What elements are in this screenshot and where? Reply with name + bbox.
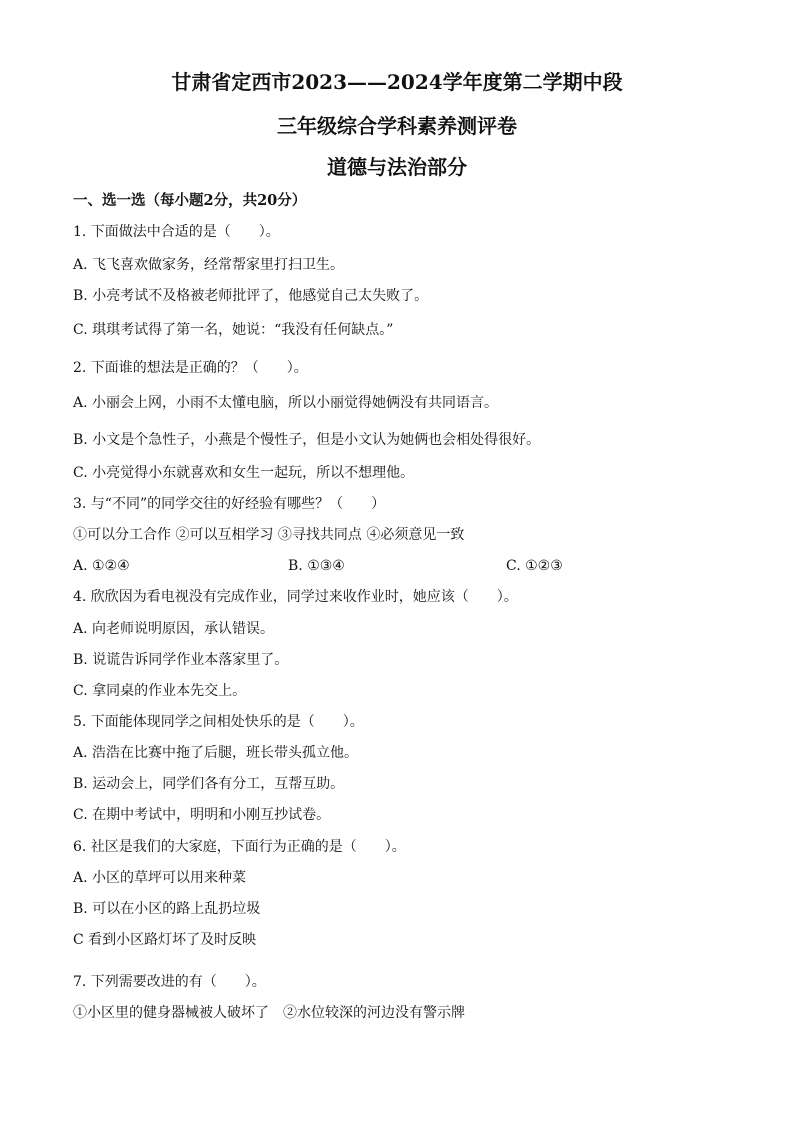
question-3-option-c: C. ①②③ <box>506 558 563 574</box>
question-2-option-b: B. 小文是个急性子，小燕是个慢性子，但是小文认为她俩也会相处得很好。 <box>73 432 541 448</box>
question-3-option-b: B. ①③④ <box>288 558 345 574</box>
exam-title-line1: 甘肃省定西市2023——2024学年度第二学期中段 <box>171 70 623 94</box>
question-4-stem: 4. 欣欣因为看电视没有完成作业，同学过来收作业时，她应该（ ）。 <box>73 589 518 605</box>
question-4-option-b: B. 说谎告诉同学作业本落家里了。 <box>73 652 289 668</box>
question-2-option-c: C. 小亮觉得小东就喜欢和女生一起玩，所以不想理他。 <box>73 465 415 481</box>
question-6-option-b: B. 可以在小区的路上乱扔垃圾 <box>73 901 261 917</box>
question-1-option-a: A. 飞飞喜欢做家务，经常帮家里打扫卫生。 <box>73 257 345 273</box>
question-6-option-c: C 看到小区路灯坏了及时反映 <box>73 932 257 948</box>
question-5-option-c: C. 在期中考试中，明明和小刚互抄试卷。 <box>73 807 331 823</box>
exam-title-line2: 三年级综合学科素养测评卷 <box>277 114 517 138</box>
question-6-option-a: A. 小区的草坪可以用来种菜 <box>73 870 247 886</box>
question-3-option-a: A. ①②④ <box>73 558 130 574</box>
question-1-stem: 1. 下面做法中合适的是（ ）。 <box>73 224 280 240</box>
question-1-option-b: B. 小亮考试不及格被老师批评了，他感觉自己太失败了。 <box>73 288 429 304</box>
question-3-stem: 3. 与“不同”的同学交往的好经验有哪些？（ ） <box>73 496 386 512</box>
exam-title-line3: 道德与法治部分 <box>327 155 467 179</box>
question-4-option-a: A. 向老师说明原因，承认错误。 <box>73 621 275 637</box>
question-5-option-b: B. 运动会上，同学们各有分工，互帮互助。 <box>73 776 345 792</box>
section-heading: 一、选一选（每小题2分，共20分） <box>73 192 307 209</box>
question-7-statements: ①小区里的健身器械被人破坏了 ②水位较深的河边没有警示牌 <box>73 1005 465 1021</box>
question-3-statements: ①可以分工合作 ②可以互相学习 ③寻找共同点 ④必须意见一致 <box>73 527 465 543</box>
question-5-option-a: A. 浩浩在比赛中拖了后腿，班长带头孤立他。 <box>73 745 359 761</box>
question-2-stem: 2. 下面谁的想法是正确的？（ ）。 <box>73 360 308 376</box>
question-7-stem: 7. 下列需要改进的有（ ）。 <box>73 974 266 990</box>
question-1-option-c: C. 琪琪考试得了第一名，她说：“我没有任何缺点。” <box>73 322 394 338</box>
question-5-stem: 5. 下面能体现同学之间相处快乐的是（ ）。 <box>73 714 364 730</box>
question-6-stem: 6. 社区是我们的大家庭，下面行为正确的是（ ）。 <box>73 839 406 855</box>
question-2-option-a: A. 小丽会上网，小雨不太懂电脑，所以小丽觉得她俩没有共同语言。 <box>73 395 499 411</box>
question-4-option-c: C. 拿同桌的作业本先交上。 <box>73 683 247 699</box>
